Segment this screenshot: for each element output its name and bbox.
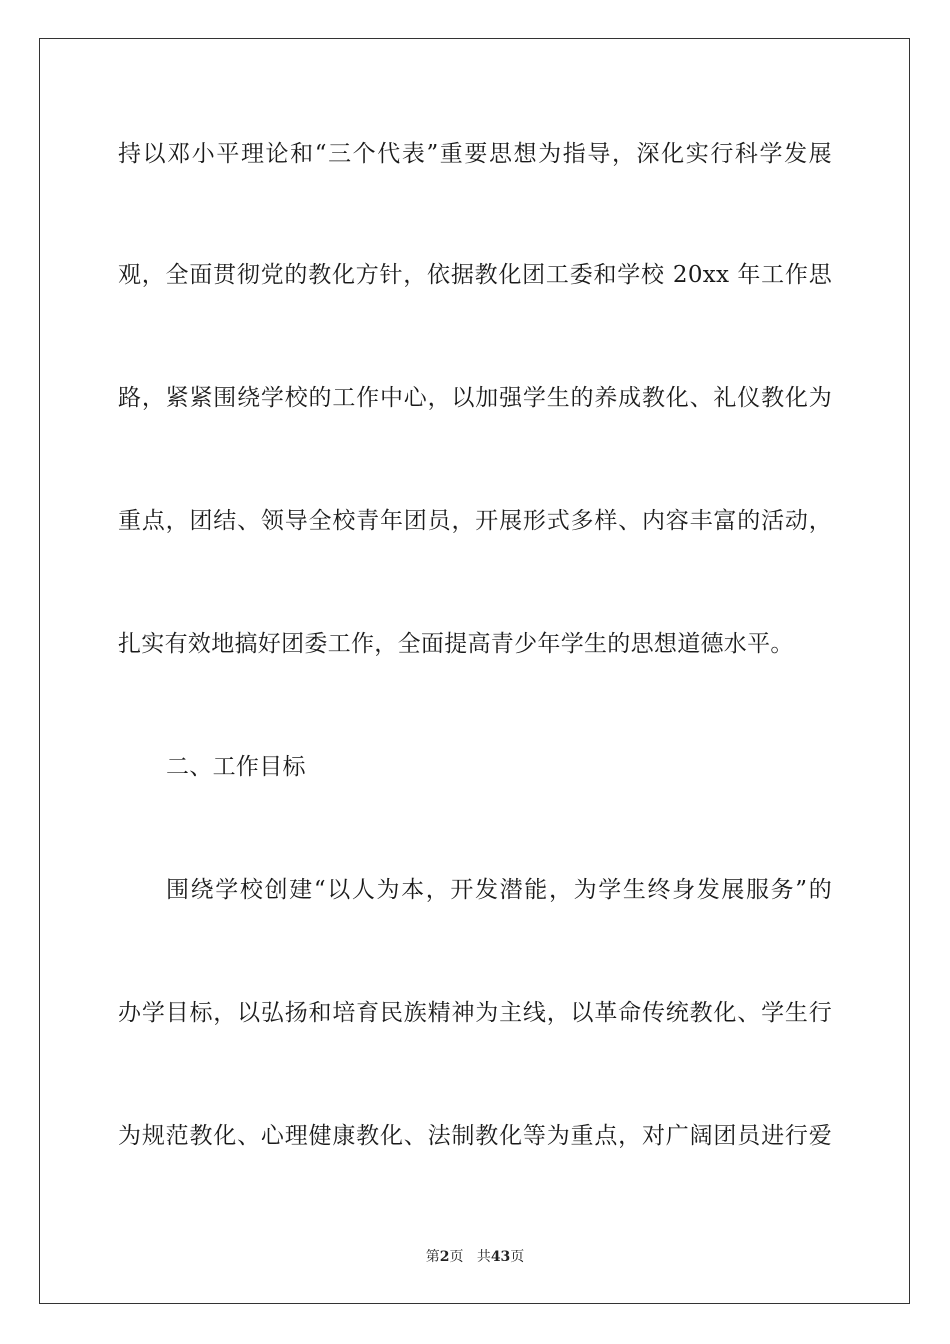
paragraph2-line-2: 办学目标，以弘扬和培育民族精神为主线，以革命传统教化、学生行	[118, 1000, 832, 1026]
body-line-3: 路，紧紧围绕学校的工作中心，以加强学生的养成教化、礼仪教化为	[118, 385, 832, 411]
footer-total-prefix: 共	[476, 1249, 491, 1265]
body-line-2: 观，全面贯彻党的教化方针，依据教化团工委和学校 20xx 年工作思	[118, 262, 832, 288]
page-border	[39, 38, 910, 1304]
body-line-5: 扎实有效地搞好团委工作，全面提高青少年学生的思想道德水平。	[118, 631, 794, 657]
paragraph2-line-3: 为规范教化、心理健康教化、法制教化等为重点，对广阔团员进行爱	[118, 1123, 832, 1149]
page-footer	[0, 1248, 950, 1266]
footer-total-pages: 43	[490, 1249, 511, 1265]
footer-page-suffix: 页	[449, 1249, 464, 1265]
footer-total-suffix: 页	[510, 1249, 525, 1265]
paragraph2-line-1: 围绕学校创建“以人为本，开发潜能，为学生终身发展服务”的	[166, 877, 832, 903]
section-heading: 二、工作目标	[166, 754, 306, 780]
footer-current-page: 2	[439, 1249, 450, 1265]
footer-prefix: 第	[425, 1249, 440, 1265]
body-line-4: 重点，团结、领导全校青年团员，开展形式多样、内容丰富的活动，	[118, 508, 832, 534]
body-line-1: 持以邓小平理论和“三个代表”重要思想为指导，深化实行科学发展	[118, 141, 832, 167]
